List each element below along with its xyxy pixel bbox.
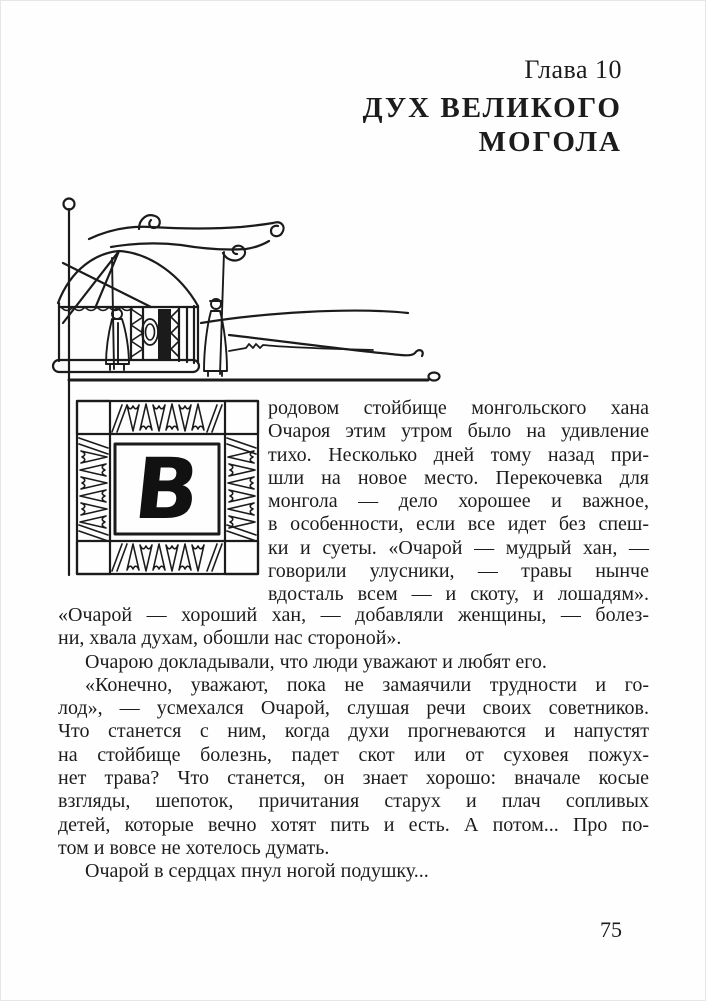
text-line: ни, хвала духам, обошли нас стороной».	[58, 627, 402, 650]
text-column-narrow	[268, 397, 649, 607]
cloud-drawing	[89, 215, 284, 260]
text-line: на стойбище болезнь, падет скот или от суховея пожух-	[58, 743, 649, 766]
text-line: взгляды, шепоток, причитания старух и плач сопливых	[58, 790, 649, 813]
text-line: шли на новое место. Перекочевка для	[268, 466, 649, 489]
text-line: нет трава? Что станется, он знает хорошо: вначале косые	[58, 767, 649, 790]
text-line: тихо. Несколько дней тому назад при-	[268, 443, 649, 466]
yurt-drawing	[53, 251, 199, 372]
text-line: вдосталь всем — и скоту, и лошадям».	[268, 583, 649, 606]
text-line: монгола — дело хорошее и важное,	[268, 490, 649, 513]
text-line: ки и суеты. «Очарой — мудрый хан, —	[268, 536, 649, 559]
chapter-heading	[363, 55, 622, 159]
text-line: в особенности, если все идет без спеш-	[268, 513, 649, 536]
figure-right-drawing	[204, 252, 227, 376]
text-line: лод», — усмехался Очарой, слушая речи своих советников.	[58, 697, 649, 720]
figure-left-drawing	[106, 258, 129, 370]
chapter-title-line-1: ДУХ ВЕЛИКОГО	[362, 92, 622, 124]
text-line: говорили улусники, — травы нынче	[268, 560, 649, 583]
text-line: Очарой в сердцах пнул ногой подушку...	[85, 860, 429, 883]
text-line: родовом стойбище монгольского хана	[268, 397, 649, 419]
text-line: «Конечно, уважают, пока не замаячили трудности и го-	[85, 673, 649, 696]
drop-cap-letter: В	[129, 440, 205, 538]
chapter-label: Глава 10	[524, 55, 622, 84]
steppe-lines-drawing	[201, 311, 423, 356]
chapter-title-line-2: МОГОЛА	[478, 126, 622, 158]
page-number: 75	[600, 917, 622, 942]
text-line: том и вовсе не хотелось думать.	[58, 836, 330, 859]
text-line: Очарою докладывали, что люди уважают и любят его.	[85, 650, 547, 673]
text-line: «Очарой — хороший хан, — добавляли женщины, — болез-	[58, 604, 649, 626]
text-line: детей, которые вечно хотят пить и есть. А потом... Про по-	[58, 813, 649, 836]
text-line: Что станется с ним, когда духи прогневаются и напустят	[58, 720, 649, 743]
text-column-full	[58, 604, 649, 884]
text-line: Очароя этим утром было на удивление	[268, 420, 649, 443]
chapter-title	[363, 91, 622, 159]
